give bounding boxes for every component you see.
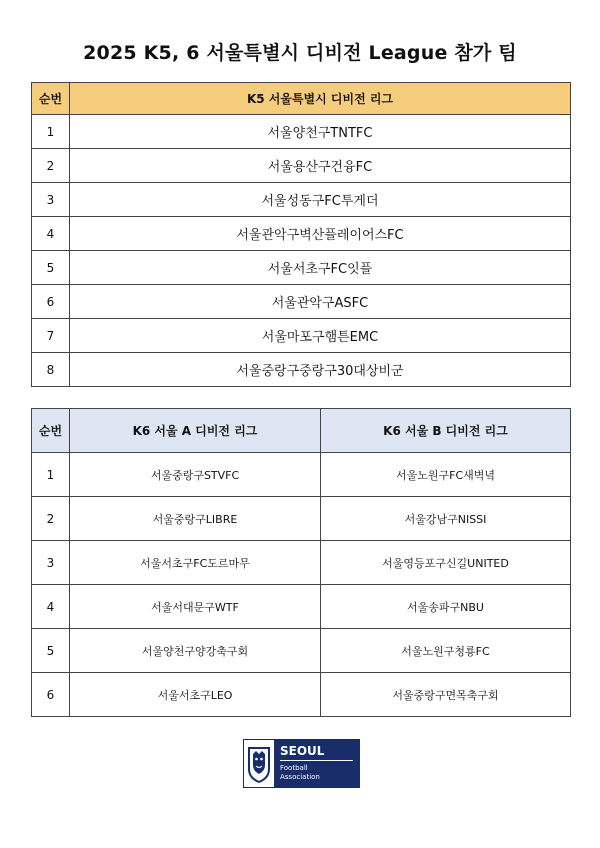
table-row (32, 541, 571, 585)
team-name: 서울성동구FC투게더 (70, 183, 571, 217)
team-b-name: 서울강남구NISSI (321, 497, 571, 541)
k6-league-table (31, 408, 571, 717)
team-b-name: 서울송파구NBU (321, 585, 571, 629)
row-number: 4 (32, 585, 70, 629)
table-row (32, 585, 571, 629)
row-number: 6 (32, 673, 70, 717)
team-b-name: 서울노원구청룡FC (321, 629, 571, 673)
logo-name: SEOUL (280, 744, 353, 761)
table-header-row (32, 409, 571, 453)
table-header-row (32, 83, 571, 115)
logo-line-2: Association (280, 773, 320, 781)
table-row (32, 285, 571, 319)
row-number: 3 (32, 541, 70, 585)
team-b-name: 서울노원구FC새벽녘 (321, 453, 571, 497)
header-number: 순번 (32, 409, 70, 453)
team-name: 서울양천구TNTFC (70, 115, 571, 149)
seoul-football-association-logo (243, 739, 360, 788)
row-number: 7 (32, 319, 70, 353)
team-name: 서울서초구FC잇플 (70, 251, 571, 285)
team-name: 서울용산구건융FC (70, 149, 571, 183)
row-number: 1 (32, 453, 70, 497)
header-number: 순번 (32, 83, 70, 115)
team-b-name: 서울중랑구면목축구회 (321, 673, 571, 717)
team-b-name: 서울영등포구신길UNITED (321, 541, 571, 585)
table-row (32, 453, 571, 497)
table-row (32, 149, 571, 183)
table-row (32, 251, 571, 285)
table-row (32, 319, 571, 353)
team-name: 서울관악구ASFC (70, 285, 571, 319)
table-row (32, 629, 571, 673)
team-a-name: 서울서초구FC도르마무 (70, 541, 321, 585)
header-k6-a-league: K6 서울 A 디비전 리그 (70, 409, 321, 453)
row-number: 8 (32, 353, 70, 387)
row-number: 6 (32, 285, 70, 319)
team-a-name: 서울서초구LEO (70, 673, 321, 717)
header-k6-b-league: K6 서울 B 디비전 리그 (321, 409, 571, 453)
team-a-name: 서울중랑구STVFC (70, 453, 321, 497)
logo-line-1: Football (280, 764, 308, 772)
team-a-name: 서울서대문구WTF (70, 585, 321, 629)
tiger-shield-icon (244, 740, 274, 787)
row-number: 2 (32, 497, 70, 541)
logo-text (274, 740, 359, 787)
header-k5-league: K5 서울특별시 디비전 리그 (70, 83, 571, 115)
team-a-name: 서울중랑구LIBRE (70, 497, 321, 541)
team-name: 서울관악구벽산플레이어스FC (70, 217, 571, 251)
row-number: 5 (32, 251, 70, 285)
table-row (32, 353, 571, 387)
row-number: 4 (32, 217, 70, 251)
row-number: 5 (32, 629, 70, 673)
table-row (32, 115, 571, 149)
table-row (32, 497, 571, 541)
k5-league-table (31, 82, 571, 387)
page-title: 2025 K5, 6 서울특별시 디비전 League 참가 팀 (83, 42, 517, 64)
table-row (32, 183, 571, 217)
row-number: 2 (32, 149, 70, 183)
row-number: 3 (32, 183, 70, 217)
team-a-name: 서울양천구양강축구회 (70, 629, 321, 673)
table-row (32, 673, 571, 717)
team-name: 서울중랑구중랑구30대상비군 (70, 353, 571, 387)
table-row (32, 217, 571, 251)
team-name: 서울마포구햄튼EMC (70, 319, 571, 353)
row-number: 1 (32, 115, 70, 149)
